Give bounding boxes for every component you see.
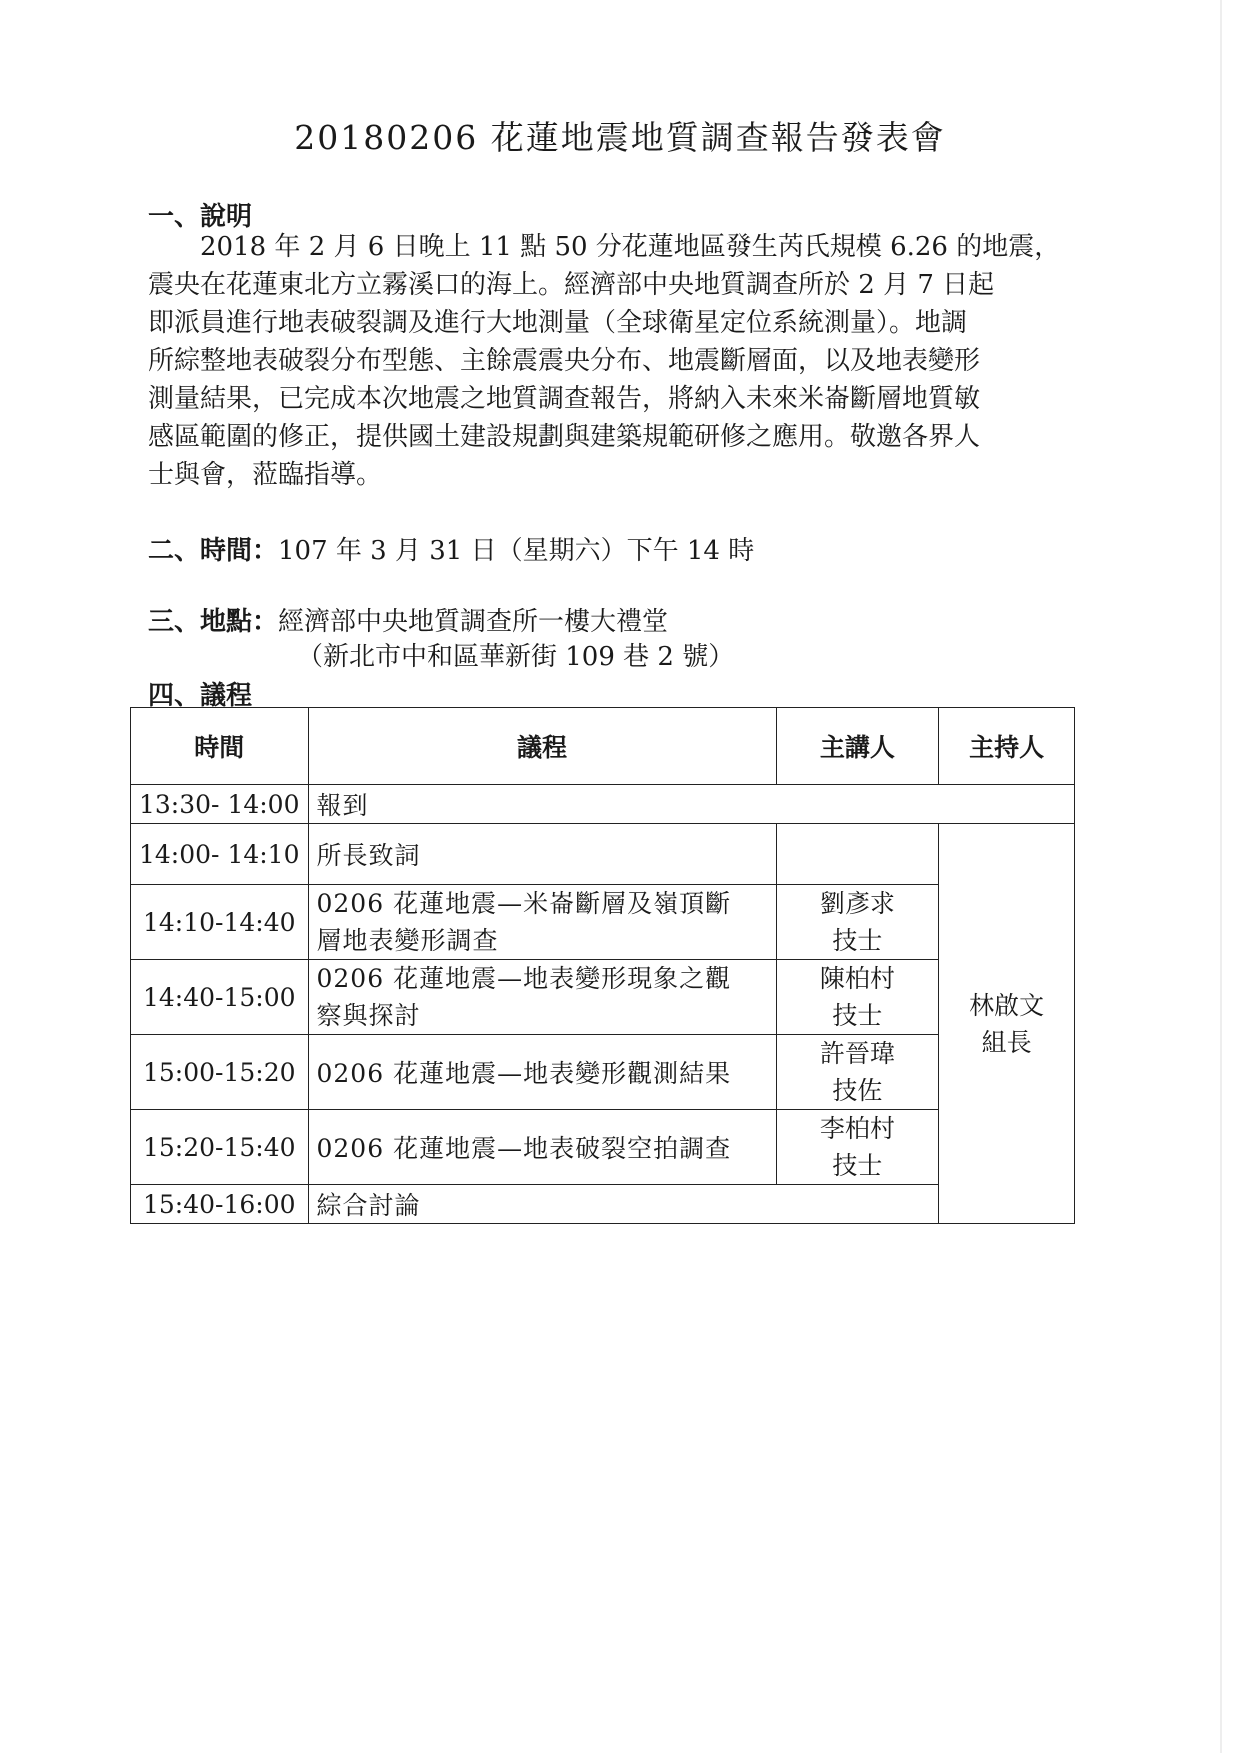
- table-row: [131, 824, 1075, 885]
- row-speaker: [776, 824, 939, 885]
- table-row: [131, 1110, 1075, 1185]
- paragraph-line: 士與會，蒞臨指導。: [148, 460, 383, 490]
- paragraph-line: 感區範圍的修正，提供國土建設規劃與建築規範研修之應用。敬邀各界人: [148, 422, 981, 452]
- section-heading-description: 一、說明: [148, 202, 253, 232]
- location-label: 三、地點：: [148, 607, 279, 637]
- paragraph-line: 震央在花蓮東北方立霧溪口的海上。經濟部中央地質調查所於 2 月 7 日起: [148, 270, 995, 300]
- row-time: 15:00-15:20: [131, 1035, 309, 1110]
- header-topic: 議程: [308, 708, 776, 785]
- row-time: 15:20-15:40: [131, 1110, 309, 1185]
- speaker-title: 技士: [832, 926, 883, 955]
- speaker-title: 技士: [832, 1001, 883, 1030]
- table-row: [131, 1035, 1075, 1110]
- row-topic: [308, 1035, 776, 1110]
- topic-line: 0206 花蓮地震—地表破裂空拍調查: [316, 1134, 732, 1163]
- speaker-name: 陳柏村: [819, 964, 895, 993]
- speaker-name: 劉彥求: [819, 889, 895, 918]
- row-time: 14:10-14:40: [131, 885, 309, 960]
- paragraph-line: 測量結果，已完成本次地震之地質調查報告，將納入未來米崙斷層地質敏: [148, 384, 981, 414]
- row-topic: 報到: [308, 785, 1075, 824]
- topic-line: 0206 花蓮地震—米崙斷層及嶺頂斷: [316, 889, 732, 918]
- row-topic: 所長致詞: [308, 824, 776, 885]
- location-line: [148, 601, 668, 638]
- table-row: [131, 1185, 1075, 1224]
- row-speaker: [776, 960, 939, 1035]
- host-name: 林啟文: [969, 990, 1045, 1020]
- document-title: 20180206 花蓮地震地質調查報告發表會: [294, 118, 946, 157]
- row-time: 15:40-16:00: [131, 1185, 309, 1224]
- row-topic: [308, 1110, 776, 1185]
- header-time: 時間: [131, 708, 309, 785]
- header-speaker: 主講人: [776, 708, 939, 785]
- host-title: 組長: [981, 1027, 1032, 1057]
- host-cell: [939, 824, 1075, 1224]
- topic-line: 察與探討: [316, 1001, 421, 1030]
- paragraph-line: 即派員進行地表破裂調及進行大地測量（全球衛星定位系統測量）。地調: [148, 308, 968, 338]
- header-host: 主持人: [939, 708, 1075, 785]
- topic-line: 0206 花蓮地震—地表變形觀測結果: [316, 1059, 732, 1088]
- row-time: 14:40-15:00: [131, 960, 309, 1035]
- table-row: [131, 885, 1075, 960]
- time-label: 二、時間：: [148, 536, 279, 566]
- speaker-title: 技士: [832, 1151, 883, 1180]
- speaker-title: 技佐: [832, 1076, 883, 1105]
- row-speaker: [776, 1110, 939, 1185]
- description-paragraph: [148, 228, 1078, 494]
- row-speaker: [776, 1035, 939, 1110]
- row-topic: [308, 885, 776, 960]
- topic-line: 0206 花蓮地震—地表變形現象之觀: [316, 964, 732, 993]
- paragraph-line: 2018 年 2 月 6 日晚上 11 點 50 分花蓮地區發生芮氏規模 6.26 的地震，: [148, 232, 1061, 262]
- scan-edge-line: [1220, 0, 1222, 1753]
- row-time: 13:30- 14:00: [131, 785, 309, 824]
- table-row: [131, 785, 1075, 824]
- time-value: 107 年 3 月 31 日（星期六）下午 14 時: [278, 536, 755, 566]
- speaker-name: 許晉瑋: [819, 1039, 895, 1068]
- paragraph-line: 所綜整地表破裂分布型態、主餘震震央分布、地震斷層面，以及地表變形: [148, 346, 981, 376]
- speaker-name: 李柏村: [819, 1114, 895, 1143]
- row-topic: [308, 960, 776, 1035]
- agenda-table: [130, 707, 1075, 1224]
- row-speaker: [776, 885, 939, 960]
- table-row: [131, 960, 1075, 1035]
- section-heading-agenda: 四、議程: [148, 681, 253, 711]
- table-header-row: [131, 708, 1075, 785]
- time-line: [148, 530, 754, 567]
- topic-line: 層地表變形調查: [316, 926, 499, 955]
- location-value: 經濟部中央地質調查所一樓大禮堂: [278, 607, 669, 637]
- row-topic: 綜合討論: [308, 1185, 939, 1224]
- location-address: （新北市中和區華新街 109 巷 2 號）: [297, 642, 735, 672]
- row-time: 14:00- 14:10: [131, 824, 309, 885]
